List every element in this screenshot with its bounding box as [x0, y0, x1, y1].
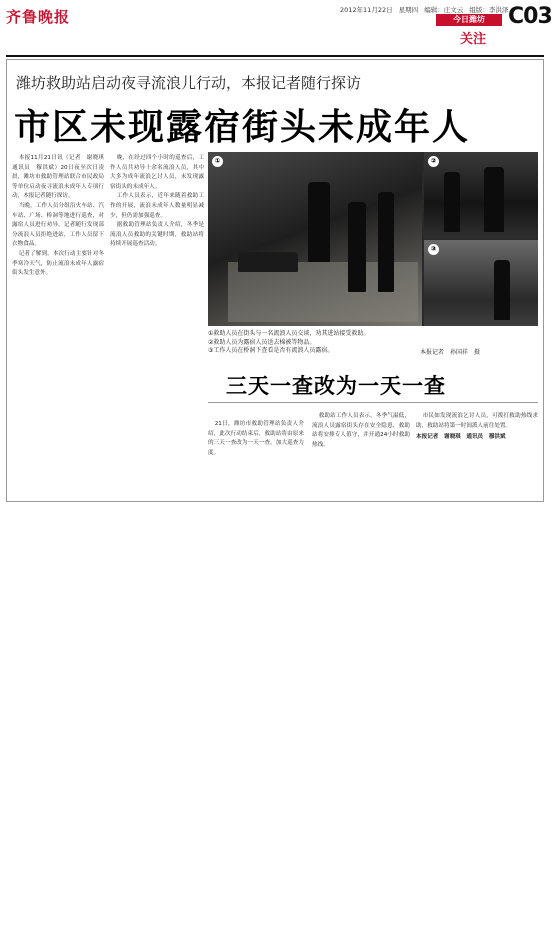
body-column-5 — [416, 412, 538, 492]
article-byline: 本报记者 谢晓琪 通讯员 穆洪斌 — [416, 434, 506, 441]
photo-caption: ②救助人员为露宿人员送去棉被等物品。 — [208, 338, 316, 346]
issue-weekday: 星期四 — [398, 6, 419, 14]
header-rule — [6, 55, 544, 57]
photo-bedding — [238, 252, 298, 272]
page-number: C03 — [508, 4, 552, 29]
paragraph: 据救助管理站负责人介绍，冬季是流浪人员救助的关键时期，救助站将持续开展巡查活动。 — [110, 222, 204, 248]
paragraph: 当晚，工作人员分组沿火车站、汽车站、广场、桥洞等地进行巡查，对露宿人员进行劝导，记者随行发现部分流浪人员拒绝进站，工作人员留下衣物食品。 — [12, 202, 104, 248]
dateline — [340, 5, 512, 14]
photo-credit: 本报记者 孙国祥 摄 — [420, 349, 481, 356]
photo-figure — [378, 192, 394, 292]
article-kicker: 潍坊救助站启动夜寻流浪儿行动，本报记者随行探访 — [16, 74, 362, 92]
photo-figure — [308, 182, 330, 262]
paragraph: 工作人员表示，近年来随着救助工作的开展，流浪未成年人数量明显减少，但仍需加强巡查。 — [110, 193, 204, 219]
page-editor: 编辑：庄文云 — [424, 6, 464, 14]
newspaper-logo: 齐鲁晚报 — [6, 8, 71, 26]
photo-figure — [494, 260, 510, 320]
subhead-rule — [208, 402, 538, 403]
body-column-2 — [110, 154, 204, 494]
body-column-1 — [12, 154, 110, 494]
body-column-4 — [312, 412, 410, 492]
paragraph: 记者了解到，本次行动主要针对冬季寒冷天气，防止流浪未成年人露宿街头发生意外。 — [12, 250, 104, 277]
paragraph: 本报11月21日讯（记者 谢晓琪 通讯员 穆洪斌）20日夜至次日凌晨，潍坊市救助管理站联合市民政局等单位启动夜寻流浪未成年人专项行动，本报记者随行探访。 — [12, 155, 110, 200]
news-photo-3 — [424, 240, 538, 326]
section-name: 关注 — [460, 32, 487, 47]
paragraph: 市民如发现流浪乞讨人员，可拨打救助热线求助，救助站将第一时间派人前往处置。 — [416, 413, 538, 429]
body-column-3 — [208, 420, 304, 490]
paragraph: 救助站工作人员表示，冬季气温低，流浪人员露宿街头存在安全隐患，救助站将安排专人值守，并开通24小时救助热线。 — [312, 413, 410, 448]
paragraph: 21日，潍坊市救助管理站负责人介绍，此次行动结束后，救助站将由原来的三天一查改为一天一查，加大巡查力度。 — [208, 421, 304, 456]
news-photo-2 — [424, 152, 538, 238]
photo-caption: ①救助人员在街头与一名流浪人员交谈，劝其进站接受救助。 — [208, 330, 370, 337]
news-photo-main — [208, 152, 422, 326]
photo-figure — [348, 202, 366, 292]
masthead — [0, 0, 550, 52]
page-designer: 组版：李洪泽 — [469, 6, 509, 14]
photo-caption: ③工作人员在桥洞下查看是否有流浪人员露宿。 — [208, 347, 334, 354]
photo-figure — [444, 172, 460, 232]
photo-captions — [208, 330, 540, 356]
photo-label: ③ — [428, 244, 439, 255]
article-subhead: 三天一查改为一天一查 — [226, 374, 446, 398]
photo-label: ② — [428, 156, 439, 167]
issue-date: 2012年11月22日 — [340, 6, 393, 14]
photo-figure — [484, 167, 504, 232]
news-photo-group — [208, 152, 538, 326]
paragraph: 晚，在经过四个小时的巡查后，工作人员共劝导十余名流浪人员，其中大多为成年流浪乞讨人员，未发现露宿街头的未成年人。 — [110, 155, 204, 190]
article-headline: 市区未现露宿街头未成年人 — [14, 107, 471, 148]
photo-label: ① — [212, 156, 223, 167]
section-tab: 今日潍坊 — [436, 14, 502, 26]
